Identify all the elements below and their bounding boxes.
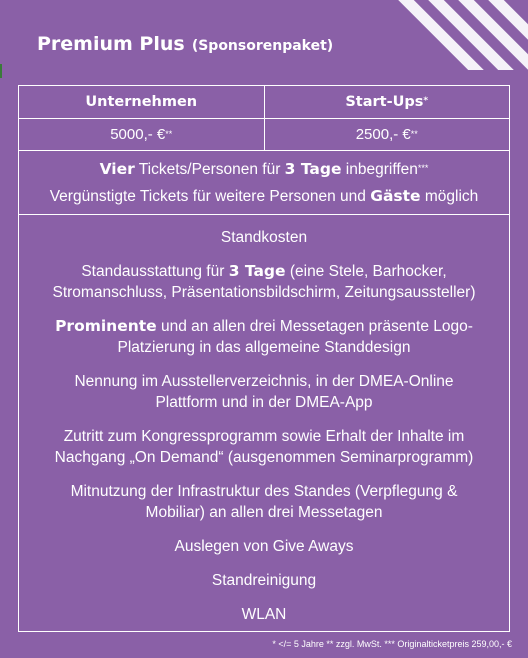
prominente-text-2: Platzierung in das allgemeine Standdesign bbox=[117, 339, 411, 356]
nennung-text: Nennung im Ausstellerverzeichnis, in der DMEA-Online bbox=[74, 373, 454, 390]
ausstattung-days: 3 Tage bbox=[228, 262, 286, 280]
page-title bbox=[37, 33, 333, 55]
feature-standkosten-text: Standkosten bbox=[220, 229, 308, 246]
features-list bbox=[19, 215, 509, 625]
tickets-text: Tickets/Personen für bbox=[134, 160, 285, 178]
nennung-text-2: Plattform und in der DMEA-App bbox=[155, 394, 373, 411]
col-header-unternehmen-label: Unternehmen bbox=[85, 94, 198, 110]
mitnutzung-text: Mitnutzung der Infrastruktur des Standes (Verpflegung & bbox=[70, 483, 458, 500]
col-header-startups bbox=[264, 86, 510, 118]
price-row bbox=[19, 119, 509, 151]
ausstattung-text-3: Stromanschluss, Präsentationsbildschirm, Zeitungsaussteller) bbox=[52, 284, 476, 301]
ausstattung-text: Standausstattung für bbox=[81, 263, 229, 280]
price-unternehmen-footnote: ** bbox=[165, 128, 173, 139]
feature-nennung bbox=[19, 371, 509, 413]
feature-standkosten bbox=[19, 227, 509, 248]
feature-wlan-text: WLAN bbox=[241, 606, 287, 623]
mitnutzung-text-2: Mobiliar) an allen drei Messetagen bbox=[145, 504, 383, 521]
tickets-line-1 bbox=[100, 156, 429, 183]
prominente-text: und an allen drei Messetagen präsente Logo- bbox=[156, 318, 473, 335]
feature-mitnutzung bbox=[19, 481, 509, 523]
col-header-startups-label: Start-Ups bbox=[345, 94, 424, 110]
discount-text: Vergünstigte Tickets für weitere Personen und bbox=[49, 187, 371, 205]
feature-zutritt bbox=[19, 426, 509, 468]
tickets-text-end: inbegriffen bbox=[341, 160, 418, 178]
corner-stripes-decoration bbox=[358, 0, 528, 70]
tickets-count: Vier bbox=[99, 159, 135, 178]
startups-footnote-mark: * bbox=[423, 96, 429, 106]
package-table bbox=[18, 85, 510, 632]
guests-word: Gäste bbox=[370, 186, 421, 205]
zutritt-text-2: Nachgang „On Demand“ (ausgenommen Seminarprogramm) bbox=[54, 449, 474, 466]
price-startups-value: 2500,- € bbox=[355, 126, 411, 143]
feature-standreinigung-text: Standreinigung bbox=[211, 572, 317, 589]
feature-standreinigung bbox=[19, 570, 509, 591]
tickets-footnote-mark: *** bbox=[417, 162, 429, 173]
price-unternehmen-value: 5000,- € bbox=[110, 126, 166, 143]
col-header-unternehmen bbox=[19, 86, 264, 118]
feature-wlan bbox=[19, 604, 509, 625]
feature-giveaways-text: Auslegen von Give Aways bbox=[174, 538, 354, 555]
discount-text-end: möglich bbox=[420, 187, 479, 205]
title-sub: (Sponsorenpaket) bbox=[191, 38, 334, 54]
tickets-days: 3 Tage bbox=[284, 159, 342, 178]
tickets-line-2 bbox=[50, 183, 479, 210]
price-unternehmen bbox=[19, 119, 264, 150]
price-startups-footnote: ** bbox=[410, 128, 418, 139]
feature-standausstattung bbox=[19, 261, 509, 303]
prominente-word: Prominente bbox=[55, 317, 157, 335]
ausstattung-text-2: (eine Stele, Barhocker, bbox=[285, 263, 447, 280]
price-startups bbox=[264, 119, 510, 150]
header-row bbox=[19, 86, 509, 119]
title-main: Premium Plus bbox=[37, 33, 185, 55]
footnote: * </= 5 Jahre ** zzgl. MwSt. *** Originalticketpreis 259,00,- € bbox=[272, 639, 512, 649]
feature-giveaways bbox=[19, 536, 509, 557]
feature-prominente bbox=[19, 316, 509, 358]
tickets-section bbox=[19, 151, 509, 215]
edge-marker bbox=[0, 64, 2, 78]
zutritt-text: Zutritt zum Kongressprogramm sowie Erhalt der Inhalte im bbox=[63, 428, 465, 445]
